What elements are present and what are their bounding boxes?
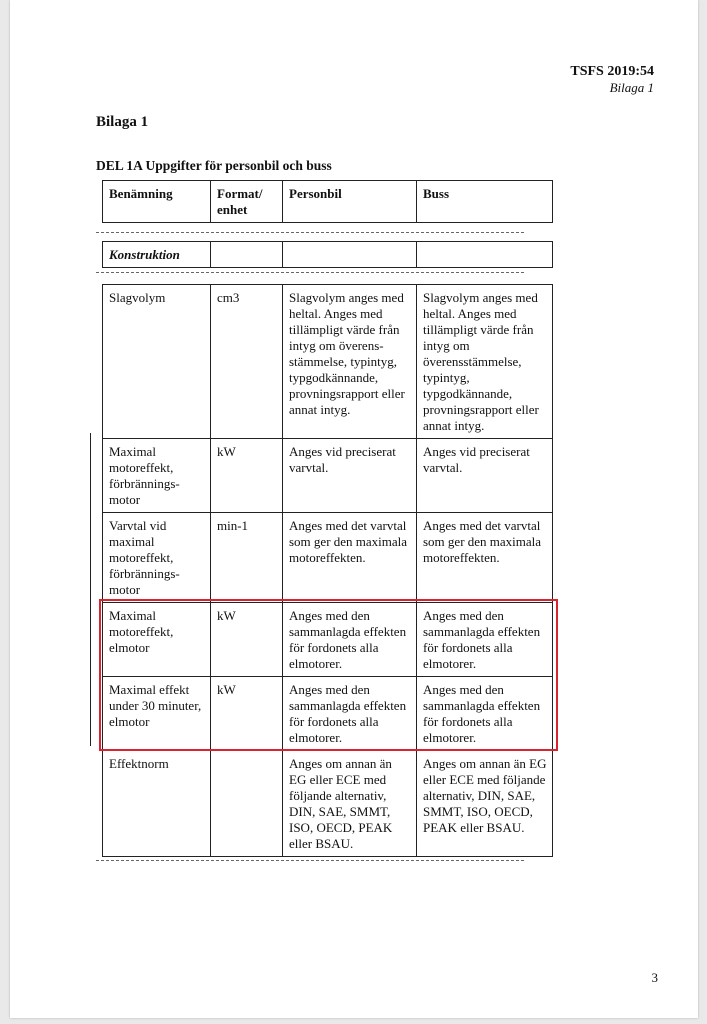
document-id: TSFS 2019:54	[570, 64, 654, 79]
group-empty-cell	[211, 242, 283, 268]
table-row	[103, 751, 553, 857]
dashed-divider	[96, 860, 524, 861]
table-row	[103, 439, 553, 513]
group-label: Konstruktion	[103, 242, 211, 268]
cell-unit: kW	[211, 603, 283, 677]
table-header	[102, 180, 553, 223]
cell-name: Maximal motoreffekt, förbrännings-motor	[103, 439, 211, 513]
cell-personbil: Anges om annan än EG eller ECE med följande alternativ, DIN, SAE, SMMT, ISO, OECD, PEAK eller BSAU.	[283, 751, 417, 857]
table-row	[103, 603, 553, 677]
cell-unit: min-1	[211, 513, 283, 603]
cell-name: Effektnorm	[103, 751, 211, 857]
header-buss: Buss	[417, 181, 553, 223]
cell-name: Maximal motoreffekt, elmotor	[103, 603, 211, 677]
section-title: DEL 1A Uppgifter för personbil och buss	[96, 158, 332, 173]
cell-name: Maximal effekt under 30 minuter, elmotor	[103, 677, 211, 751]
cell-unit: kW	[211, 439, 283, 513]
annex-reference: Bilaga 1	[609, 80, 654, 95]
cell-name: Varvtal vid maximal motoreffekt, förbrännings-motor	[103, 513, 211, 603]
cell-buss: Anges vid preciserat varvtal.	[417, 439, 553, 513]
page-title: Bilaga 1	[96, 114, 149, 130]
cell-name: Slagvolym	[103, 285, 211, 439]
table-row	[103, 513, 553, 603]
cell-buss: Slagvolym anges med heltal. Anges med tillämpligt värde från intyg om överensstämmelse, typintyg, typgodkännande, provningsrapport eller annat intyg.	[417, 285, 553, 439]
cell-buss: Anges med den sammanlagda effekten för fordonets alla elmotorer.	[417, 677, 553, 751]
cell-personbil: Anges med den sammanlagda effekten för fordonets alla elmotorer.	[283, 677, 417, 751]
table-group	[102, 241, 553, 268]
page-number: 3	[651, 970, 658, 985]
dashed-divider	[96, 272, 524, 273]
change-bar	[90, 433, 91, 746]
table-row	[103, 677, 553, 751]
cell-buss: Anges med det varvtal som ger den maximala motoreffekten.	[417, 513, 553, 603]
header-format: Format/ enhet	[211, 181, 283, 223]
header-personbil: Personbil	[283, 181, 417, 223]
cell-personbil: Anges med det varvtal som ger den maximala motoreffekten.	[283, 513, 417, 603]
cell-buss: Anges om annan än EG eller ECE med följande alternativ, DIN, SAE, SMMT, ISO, OECD, PEAK eller BSAU.	[417, 751, 553, 857]
cell-personbil: Anges vid preciserat varvtal.	[283, 439, 417, 513]
header-benamning: Benämning	[103, 181, 211, 223]
group-empty-cell	[417, 242, 553, 268]
cell-personbil: Slagvolym anges med heltal. Anges med tillämpligt värde från intyg om överens-stämmelse, typintyg, typgodkännande, provningsrapport eller annat intyg.	[283, 285, 417, 439]
group-empty-cell	[283, 242, 417, 268]
cell-personbil: Anges med den sammanlagda effekten för fordonets alla elmotorer.	[283, 603, 417, 677]
cell-unit: cm3	[211, 285, 283, 439]
cell-buss: Anges med den sammanlagda effekten för fordonets alla elmotorer.	[417, 603, 553, 677]
document-page	[10, 0, 698, 1018]
dashed-divider	[96, 232, 524, 233]
cell-unit	[211, 751, 283, 857]
table-body	[102, 284, 553, 857]
cell-unit: kW	[211, 677, 283, 751]
table-row	[103, 285, 553, 439]
